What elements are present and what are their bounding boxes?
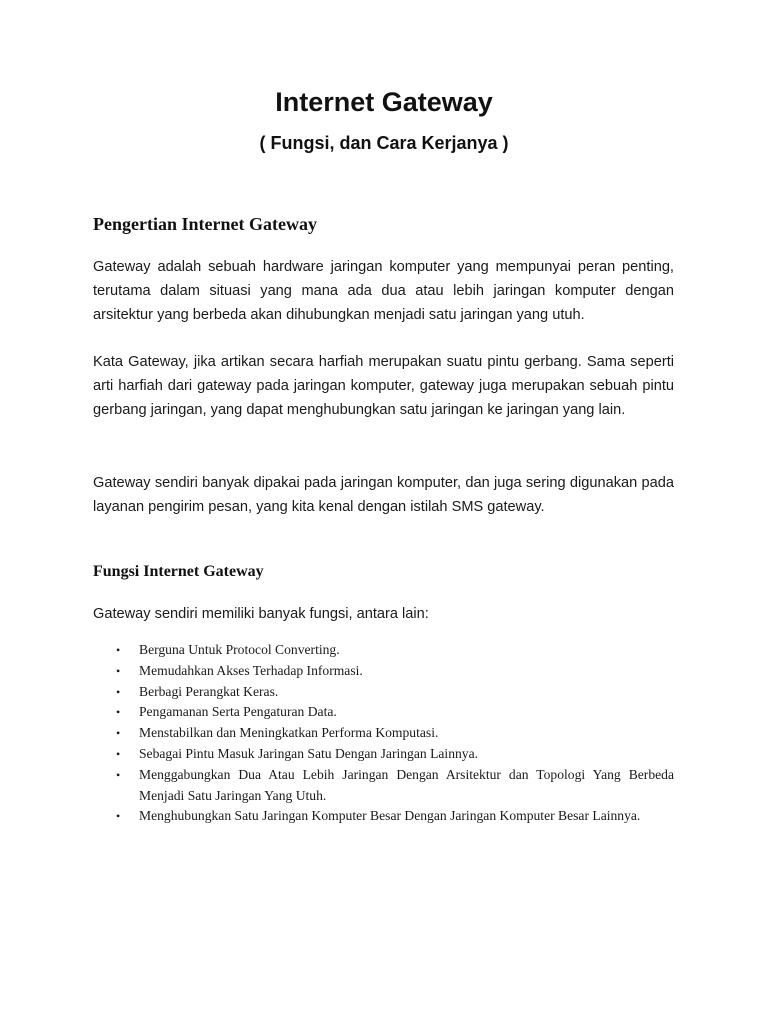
list-item-text: Pengamanan Serta Pengaturan Data. [139, 704, 337, 720]
document-subtitle: ( Fungsi, dan Cara Kerjanya ) [259, 133, 509, 153]
list-item [93, 806, 674, 827]
section-heading-fungsi: Fungsi Internet Gateway [93, 563, 264, 580]
list-item-text: Berbagi Perangkat Keras. [139, 683, 279, 699]
bullet-icon: • [116, 767, 121, 782]
paragraph-usage: Gateway sendiri banyak dipakai pada jaringan komputer, dan juga sering digunakan pada layanan pengirim pesan, yang kita kenal dengan istilah SMS gateway. [93, 475, 674, 515]
bullet-icon: • [116, 643, 121, 657]
list-item-text: Memudahkan Akses Terhadap Informasi. [139, 662, 363, 678]
list-item [93, 640, 674, 661]
section-heading-pengertian: Pengertian Internet Gateway [93, 214, 317, 234]
list-item [93, 765, 674, 807]
list-item-text: Menghubungkan Satu Jaringan Komputer Besar Dengan Jaringan Komputer Besar Lainnya. [139, 808, 641, 824]
bullet-icon: • [116, 684, 121, 699]
document-title: Internet Gateway [275, 87, 493, 117]
paragraph-definition: Gateway adalah sebuah hardware jaringan komputer yang mempunyai peran penting, terutama dalam situasi yang mana ada dua atau lebih jaringan komputer dengan arsitektur yang berbeda akan dihubungkan menjadi satu jaringan yang utuh. [93, 259, 674, 323]
list-item-text: Menstabilkan dan Meningkatkan Performa Komputasi. [139, 725, 439, 741]
bullet-icon: • [116, 726, 121, 741]
bullet-icon: • [116, 809, 121, 824]
functions-list [93, 640, 674, 827]
paragraph-meaning: Kata Gateway, jika artikan secara harfiah merupakan suatu pintu gerbang. Sama seperti arti harfiah dari gateway pada jaringan komputer, gateway juga merupakan sebuah pintu gerbang jaringan, yang dapat menghubungkan satu jaringan ke jaringan yang lain. [93, 354, 674, 418]
list-item [93, 702, 674, 723]
bullet-icon: • [116, 746, 121, 761]
bullet-icon: • [116, 705, 121, 720]
list-item [93, 744, 674, 765]
list-item-text: Berguna Untuk Protocol Converting. [139, 642, 340, 657]
list-item [93, 682, 674, 703]
list-item-text: Menggabungkan Dua Atau Lebih Jaringan Dengan Arsitektur dan Topologi Yang Berbeda Menjadi Satu Jaringan Yang Utuh. [139, 766, 674, 803]
list-item [93, 723, 674, 744]
bullet-icon: • [116, 663, 121, 678]
list-item-text: Sebagai Pintu Masuk Jaringan Satu Dengan Jaringan Lainnya. [139, 745, 479, 761]
list-item [93, 661, 674, 682]
paragraph-functions-intro: Gateway sendiri memiliki banyak fungsi, antara lain: [93, 606, 429, 622]
